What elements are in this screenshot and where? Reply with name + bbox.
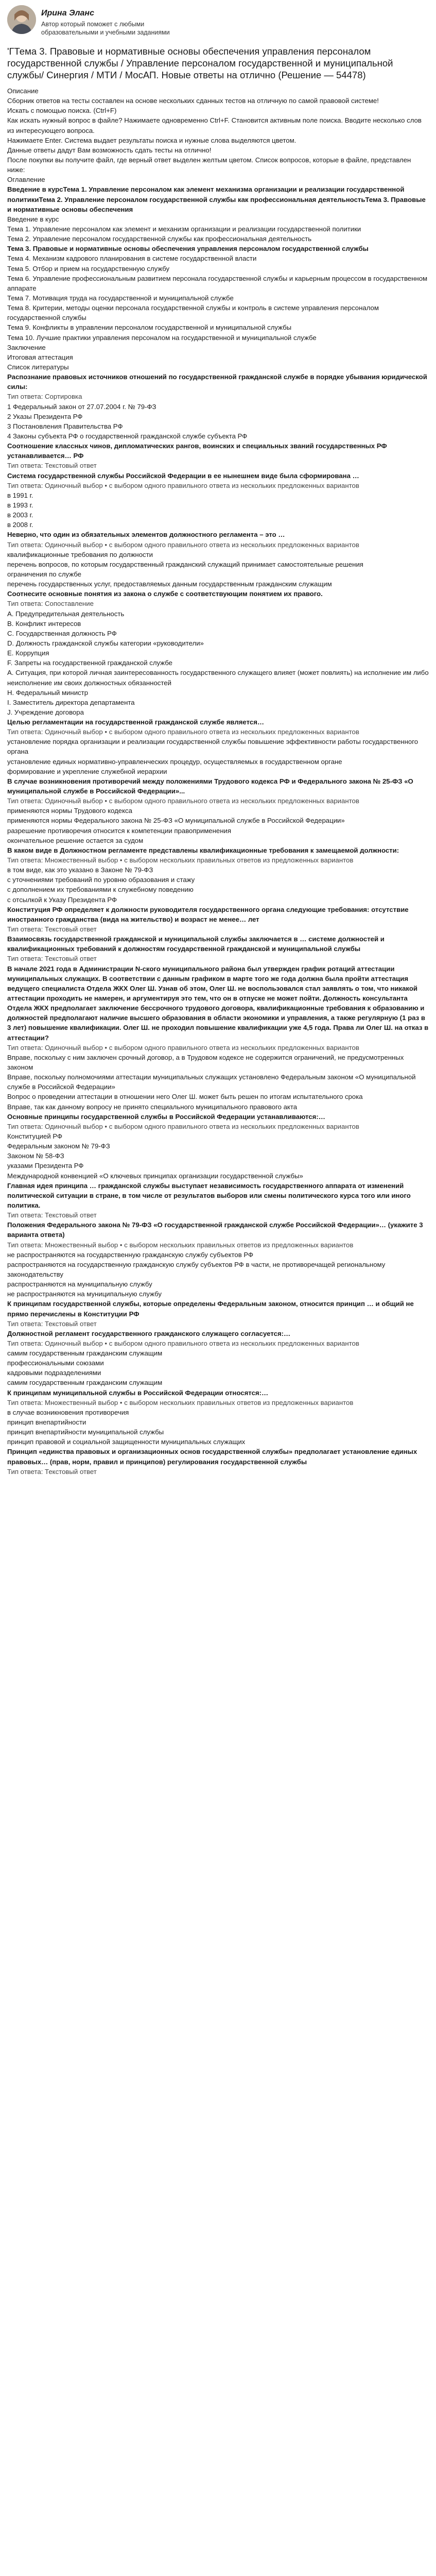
toc-item[interactable]: Тема 5. Отбор и прием на государственную службу — [7, 264, 170, 273]
answer-type: Тип ответа: Одиночный выбор • с выбором одного правильного ответа из нескольких предложенных вариантов — [7, 540, 359, 549]
question-text: Целью регламентации на государственной гражданской службе является… — [7, 718, 265, 726]
answer-option: разрешение противоречия относится к компетенции правоприменения — [7, 826, 232, 835]
answer-option: E. Коррупция — [7, 649, 49, 657]
answer-option: перечень вопросов, по которым государственный гражданский служащий принимает самостоятельные решения — [7, 560, 363, 568]
answer-option: самим государственным гражданским служащим — [7, 1349, 163, 1358]
answer-option: формирование и укрепление служебной иерархии — [7, 767, 167, 775]
toc-item[interactable]: Тема 9. Конфликты в управлении персоналом государственной и муниципальной службы — [7, 324, 292, 332]
question-text: Соотношение классных чинов, дипломатических рангов, воинских и специальных званий государственных РФ устанавливается… РФ — [7, 442, 387, 460]
toc-item[interactable]: Список литературы — [7, 363, 69, 371]
answer-option: профессиональными союзами — [7, 1359, 104, 1367]
answer-option: 2 Указы Президента РФ — [7, 412, 83, 420]
avatar-portrait-icon — [7, 5, 36, 34]
answer-option: с уточнениями требований по уровню образования и стажу — [7, 876, 195, 884]
answer-option: принцип внепартийности — [7, 1418, 86, 1427]
document-body — [7, 86, 429, 1477]
toc-item[interactable]: Тема 6. Управление профессиональным развитием персонала государственной службы и карьерным процессом в государственном аппарате — [7, 274, 428, 292]
question-text: Принцип «единства правовых и организационных основ государственной службы» предполагает установление единых правовых… (прав, норм, правил и принципов) регулирования государственной службы — [7, 1448, 417, 1466]
answer-option: C. Государственная должность РФ — [7, 629, 117, 637]
question-text: В каком виде в Должностном регламенте представлены квалификационные требования к замещаемой должности: — [7, 846, 399, 854]
answer-option: F. Запреты на государственной гражданской службе — [7, 659, 173, 667]
answer-option: A. Предупредительная деятельность — [7, 609, 125, 618]
question-block — [7, 1447, 429, 1476]
answer-type: Тип ответа: Одиночный выбор • с выбором одного правильного ответа из нескольких предложенных вариантов — [7, 728, 359, 736]
questions-list — [7, 372, 429, 1477]
question-block — [7, 934, 429, 963]
answer-type: Тип ответа: Текстовый ответ — [7, 1467, 97, 1476]
answer-type: Тип ответа: Множественный выбор • с выбором нескольких правильных ответов из предложенных вариантов — [7, 856, 354, 865]
answer-option: 4 Законы субъекта РФ о государственной гражданской службе субъекта РФ — [7, 432, 248, 440]
intro-line: Искать с помощью поиска. (Ctrl+F) — [7, 107, 117, 115]
toc-item[interactable]: Итоговая аттестация — [7, 353, 73, 361]
author-info — [41, 5, 175, 37]
answer-option: не распространяются на муниципальную службу — [7, 1290, 162, 1298]
answer-option: Вправе, поскольку полномочиями аттестации муниципальных служащих установлено Федеральным законом «О муниципальной службе в Российской Федерации» — [7, 1073, 416, 1091]
question-text: В начале 2021 года в Администрации N-ского муниципального района был утвержден график ротаций аттестации муниципальных служащих. В соответствии с данным графиком в марте того же года должна была пройти аттестация ведущего специалиста Отдела ЖКХ Олег Ш. Узнав об этом, Олег Ш. не воспользовался стал заявлять о том, что никакой аттестации проходить не намерен, и аргументируя это тем, что он в отпуске не может пойти. Должность консультанта Отдела ЖКХ предполагает заключение бессрочного трудового договора, квалификационные требования к образованию и должностей предполагают наличие высшего образования в области экономики и управления, а также регулярную (1 раз в 3 лет) повышение квалификации. Олег Ш. не проходил повышение квалификации уже 4,5 года. Права ли Олег Ш. на отказ в аттестации? — [7, 964, 429, 1042]
question-block — [7, 717, 429, 776]
answer-option: в 2008 г. — [7, 521, 33, 529]
answer-option: A. Ситуация, при которой личная заинтересованность государственного служащего влияет (может повлиять) на исполнение им либо неисполнение им своих должностных обязанностей — [7, 669, 429, 687]
answer-option: распространяются на государственную гражданскую службу субъектов РФ в части, не противоречащей региональному законодательству — [7, 1260, 386, 1278]
answer-option: принцип внепартийности муниципальной службы — [7, 1428, 164, 1436]
answer-option: Вопрос о проведении аттестации в отношении него Олег Ш. может быть решен по итогам испытательного срока — [7, 1093, 363, 1101]
answer-option: указами Президента РФ — [7, 1162, 84, 1170]
answer-option: принцип правовой и социальной защищенности муниципальных служащих — [7, 1438, 246, 1446]
answer-option: в 2003 г. — [7, 511, 33, 519]
author-header — [7, 5, 429, 37]
toc-item[interactable]: Заключение — [7, 343, 46, 351]
intro-line: Описание — [7, 87, 39, 95]
toc-item[interactable]: Тема 8. Критерии, методы оценки персонала государственной службы и контроль в системе управления персоналом государственной службы — [7, 304, 379, 322]
answer-option: применяются нормы Трудового кодекса — [7, 807, 132, 815]
question-block — [7, 589, 429, 717]
intro-line: Нажимаете Enter. Система выдает результаты поиска и нужные слова выделяются цветом. — [7, 136, 297, 144]
table-of-contents — [7, 214, 429, 372]
answer-option: Вправе, поскольку с ним заключен срочный договор, а в Трудовом кодексе не содержится ограничений, не предусмотренных законом — [7, 1053, 404, 1071]
answer-type: Тип ответа: Множественный выбор • с выбором нескольких правильных ответов из предложенных вариантов — [7, 1241, 354, 1249]
answer-option: распространяются на муниципальную службу — [7, 1280, 152, 1289]
question-text: Основные принципы государственной службы в Российской Федерации устанавливаются:… — [7, 1112, 325, 1121]
answer-type: Тип ответа: Текстовый ответ — [7, 925, 97, 934]
answer-option: J. Учреждение договора — [7, 708, 84, 716]
answer-option: ограничения по службе — [7, 570, 82, 578]
intro-line: Данные ответы дадут Вам возможность сдать тесты на отлично! — [7, 146, 212, 154]
answer-option: Конституцией РФ — [7, 1132, 63, 1140]
answer-option: окончательное решение остается за судом — [7, 836, 144, 844]
intro-line: После покупки вы получите файл, где верный ответ выделен желтым цветом. Список вопросов, которые в файле, представлен ниже: — [7, 156, 411, 174]
answer-option: H. Федеральный министр — [7, 688, 89, 697]
answer-option: в том виде, как это указано в Законе № 79-ФЗ — [7, 866, 153, 874]
toc-bold-heading: Введение в курсТема 1. Управление персоналом как элемент механизма организации и реализации государственной политикиТема 2. Управление персоналом государственной службы как профессиональная деятельностьТема 3. Правовые и нормативные основы обеспечения — [7, 185, 426, 213]
question-block — [7, 1220, 429, 1299]
question-text: Неверно, что один из обязательных элементов должностного регламента – это … — [7, 531, 285, 539]
question-block — [7, 530, 429, 589]
question-block — [7, 1299, 429, 1328]
question-block — [7, 964, 429, 1112]
question-text: Соотнесите основные понятия из закона о службе с соответствующим понятием их правого. — [7, 590, 323, 598]
toc-item[interactable]: Тема 4. Механизм кадрового планирования в системе государственной власти — [7, 255, 257, 263]
answer-option: не распространяются на государственную гражданскую службу субъектов РФ — [7, 1250, 254, 1259]
question-text: К принципам государственной службы, которые определены Федеральным законом, относится принцип … и общий не прямо перечислены в Конституции РФ — [7, 1300, 414, 1318]
author-avatar[interactable] — [7, 5, 36, 34]
toc-item[interactable]: Тема 10. Лучшие практики управления персоналом на государственной и муниципальной службе — [7, 333, 317, 342]
toc-item[interactable]: Тема 7. Мотивация труда на государственной и муниципальной службе — [7, 294, 234, 302]
question-block — [7, 905, 429, 934]
answer-option: кадровыми подразделениями — [7, 1369, 101, 1377]
answer-type: Тип ответа: Одиночный выбор • с выбором одного правильного ответа из нескольких предложенных вариантов — [7, 1122, 359, 1130]
answer-option: Вправе, так как данному вопросу не принято специального муниципального правового акта — [7, 1103, 298, 1111]
question-text: Распознание правовых источников отношений по государственной гражданской службе в порядке убывания юридической силы: — [7, 373, 427, 391]
answer-option: B. Конфликт интересов — [7, 619, 81, 628]
question-text: Главная идея принципа … гражданской службы выступает независимость государственного аппарата от изменений политической ситуации в стране, в том числе от результатов выборов или смены политического курса того или иного политика. — [7, 1181, 411, 1209]
intro-line: Сборник ответов на тесты составлен на основе нескольких сданных тестов на отличную по самой правовой системе! — [7, 97, 379, 105]
question-block — [7, 1329, 429, 1388]
answer-option: применяются нормы Федерального закона № 25-ФЗ «О муниципальной службе в Российской Федерации» — [7, 817, 345, 825]
question-block — [7, 372, 429, 441]
question-text: В случае возникновения противоречий между положениями Трудового кодекса РФ и Федерального закона № 25-ФЗ «О муниципальной службе в Российской Федерации»... — [7, 777, 413, 795]
answer-type: Тип ответа: Одиночный выбор • с выбором одного правильного ответа из нескольких предложенных вариантов — [7, 797, 359, 805]
answer-type: Тип ответа: Текстовый ответ — [7, 462, 97, 470]
toc-item[interactable]: Тема 1. Управление персоналом как элемент и механизм организации и реализации государственной политики — [7, 225, 361, 233]
answer-option: I. Заместитель директора департамента — [7, 698, 135, 706]
answer-option: 3 Постановления Правительства РФ — [7, 422, 123, 430]
answer-option: квалификационные требования по должности — [7, 550, 153, 558]
answer-option: Законом № 58-ФЗ — [7, 1152, 64, 1160]
answer-type: Тип ответа: Одиночный выбор • с выбором одного правильного ответа из нескольких предложенных вариантов — [7, 1043, 359, 1052]
answer-option: в 1991 г. — [7, 491, 33, 499]
answer-option: самим государственным гражданским служащим — [7, 1379, 163, 1387]
question-text: К принципам муниципальной службы в Российской Федерации относятся:… — [7, 1388, 269, 1397]
answer-type: Тип ответа: Одиночный выбор • с выбором одного правильного ответа из нескольких предложенных вариантов — [7, 1339, 359, 1347]
question-block — [7, 1388, 429, 1447]
question-text: Положения Федерального закона № 79-ФЗ «О государственной гражданской службе Российской Федерации»… (укажите 3 варианта ответа) — [7, 1221, 423, 1239]
toc-item[interactable]: Тема 3. Правовые и нормативные основы обеспечения управления персоналом государственной службы — [7, 245, 369, 253]
question-block — [7, 845, 429, 905]
toc-item[interactable]: Тема 2. Управление персоналом государственной службы как профессиональная деятельность — [7, 235, 312, 243]
answer-option: в 1993 г. — [7, 501, 33, 509]
intro-line: Как искать нужный вопрос в файле? Нажимаете одновременно Ctrl+F. Становится активным поле поиска. Вводите несколько слов из интересующего вопроса. — [7, 116, 422, 134]
question-text: Должностной регламент государственного гражданского служащего согласуется:… — [7, 1329, 291, 1337]
question-text: Конституция РФ определяет к должности руководителя государственного органа следующие требования: отсутствие иностранного гражданства (вида на жительство) и возраст не менее… лет — [7, 905, 409, 923]
answer-option: Федеральным законом № 79-ФЗ — [7, 1142, 110, 1150]
answer-type: Тип ответа: Сортировка — [7, 393, 82, 401]
answer-option: с дополнением их требованиями к служебному поведению — [7, 886, 194, 894]
question-block — [7, 441, 429, 470]
answer-type: Тип ответа: Одиночный выбор • с выбором одного правильного ответа из нескольких предложенных вариантов — [7, 481, 359, 489]
answer-type: Тип ответа: Сопоставление — [7, 600, 94, 608]
author-name[interactable]: Ирина Эланс — [41, 9, 94, 18]
question-block — [7, 1181, 429, 1221]
answer-type: Тип ответа: Множественный выбор • с выбором нескольких правильных ответов из предложенных вариантов — [7, 1398, 354, 1406]
author-description: Автор который поможет с любыми образовательными и учебными заданиями — [41, 21, 170, 37]
question-block — [7, 1112, 429, 1181]
intro-section — [7, 86, 429, 184]
answer-option: установление единых нормативно-управленческих процедур, осуществляемых в государственном органе — [7, 757, 342, 766]
intro-line: Оглавление — [7, 176, 45, 184]
question-text: Взаимосвязь государственной гражданской и муниципальной службы заключается в … системе должностей и квалификационных требований к должностям государственной гражданской и муниципальной службы — [7, 935, 385, 953]
answer-option: Международной конвенцией «О ключевых принципах организации государственной службы» — [7, 1172, 303, 1180]
answer-type: Тип ответа: Текстовый ответ — [7, 955, 97, 963]
answer-type: Тип ответа: Текстовый ответ — [7, 1211, 97, 1219]
answer-option: D. Должность гражданской службы категории «руководители» — [7, 639, 204, 647]
answer-option: перечень государственных услуг, предоставляемых данным государственным гражданским служащим — [7, 580, 332, 588]
answer-option: с отсылкой к Указу Президента РФ — [7, 895, 117, 904]
question-block — [7, 471, 429, 530]
answer-option: 1 Федеральный закон от 27.07.2004 г. № 79-ФЗ — [7, 402, 156, 411]
question-text: Система государственной службы Российской Федерации в ее нынешнем виде была сформирована … — [7, 471, 359, 480]
document-title: 'ГТема 3. Правовые и нормативные основы обеспечения управления персоналом государственной службы / Управление персоналом государственной и муниципальной службы/ Синергия / МТИ / МосАП. Новые ответы на отлично (Решение — 54478) — [7, 45, 393, 80]
toc-item[interactable]: Введение в курс — [7, 215, 59, 223]
answer-option: в случае возникновения противоречия — [7, 1408, 129, 1416]
question-block — [7, 776, 429, 845]
answer-type: Тип ответа: Текстовый ответ — [7, 1319, 97, 1328]
answer-option: установление порядка организации и реализации государственной службы повышение эффективности работы государственного органа — [7, 738, 418, 756]
